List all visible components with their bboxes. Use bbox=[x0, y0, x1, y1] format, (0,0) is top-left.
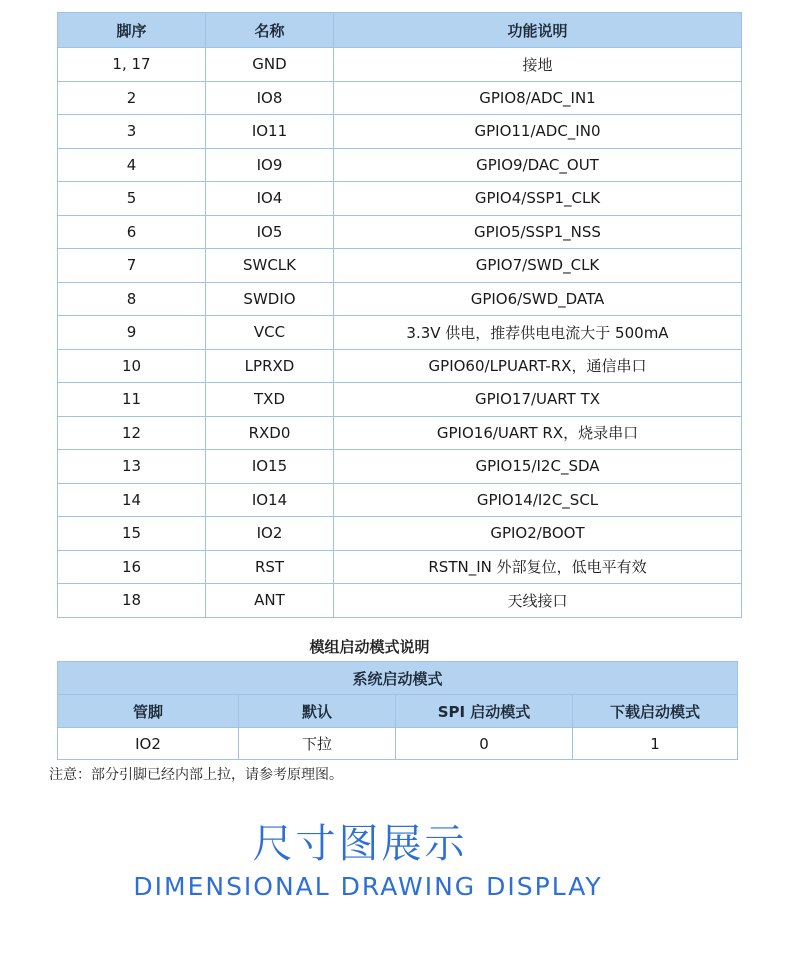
dimension-section-title: 尺寸图展示 bbox=[252, 821, 468, 867]
pin-function-cell: GPIO9/DAC_OUT bbox=[334, 148, 742, 182]
pin-name-cell: IO15 bbox=[206, 450, 334, 484]
pin-number-cell: 13 bbox=[58, 450, 206, 484]
pin-name-cell: RST bbox=[206, 550, 334, 584]
table-row bbox=[58, 728, 738, 760]
boot-pin-cell: IO2 bbox=[58, 728, 239, 760]
pin-function-cell: GPIO16/UART RX，烧录串口 bbox=[334, 416, 742, 450]
pin-definition-table bbox=[57, 12, 742, 618]
pin-number-cell: 2 bbox=[58, 81, 206, 115]
pin-name-cell: IO9 bbox=[206, 148, 334, 182]
pullup-note: 注意：部分引脚已经内部上拉，请参考原理图。 bbox=[49, 767, 343, 783]
table-row bbox=[58, 81, 742, 115]
pin-function-cell: RSTN_IN 外部复位，低电平有效 bbox=[334, 550, 742, 584]
boot-default-cell: 下拉 bbox=[239, 728, 396, 760]
pin-number-cell: 4 bbox=[58, 148, 206, 182]
pin-function-cell: 接地 bbox=[334, 48, 742, 82]
pin-number-cell: 6 bbox=[58, 215, 206, 249]
pin-number-cell: 11 bbox=[58, 383, 206, 417]
header-default: 默认 bbox=[239, 695, 396, 728]
table-row bbox=[58, 349, 742, 383]
pin-number-cell: 14 bbox=[58, 483, 206, 517]
pin-number-cell: 12 bbox=[58, 416, 206, 450]
pin-number-cell: 1, 17 bbox=[58, 48, 206, 82]
pin-function-cell: GPIO4/SSP1_CLK bbox=[334, 182, 742, 216]
pin-name-cell: IO8 bbox=[206, 81, 334, 115]
pin-function-cell: 天线接口 bbox=[334, 584, 742, 618]
pin-function-cell: GPIO17/UART TX bbox=[334, 383, 742, 417]
header-pin-name: 名称 bbox=[206, 13, 334, 48]
boot-download-cell: 1 bbox=[573, 728, 738, 760]
header-spi-boot: SPI 启动模式 bbox=[396, 695, 573, 728]
pin-number-cell: 18 bbox=[58, 584, 206, 618]
pin-name-cell: ANT bbox=[206, 584, 334, 618]
boot-mode-section-title: 模组启动模式说明 bbox=[309, 638, 430, 656]
pin-function-cell: GPIO8/ADC_IN1 bbox=[334, 81, 742, 115]
table-row bbox=[58, 383, 742, 417]
pin-name-cell: IO2 bbox=[206, 517, 334, 551]
table-row bbox=[58, 483, 742, 517]
boot-mode-header-row bbox=[58, 695, 738, 728]
pin-name-cell: IO5 bbox=[206, 215, 334, 249]
pin-number-cell: 5 bbox=[58, 182, 206, 216]
pin-function-cell: GPIO14/I2C_SCL bbox=[334, 483, 742, 517]
table-row bbox=[58, 282, 742, 316]
pin-function-cell: GPIO2/BOOT bbox=[334, 517, 742, 551]
dimension-section-subtitle: DIMENSIONAL DRAWING DISPLAY bbox=[133, 872, 603, 901]
table-row bbox=[58, 316, 742, 350]
pin-name-cell: SWDIO bbox=[206, 282, 334, 316]
table-row bbox=[58, 450, 742, 484]
header-pin-function: 功能说明 bbox=[334, 13, 742, 48]
pin-number-cell: 15 bbox=[58, 517, 206, 551]
pin-table-header-row bbox=[58, 13, 742, 48]
pin-name-cell: RXD0 bbox=[206, 416, 334, 450]
pin-number-cell: 7 bbox=[58, 249, 206, 283]
pin-function-cell: GPIO11/ADC_IN0 bbox=[334, 115, 742, 149]
header-download-boot: 下载启动模式 bbox=[573, 695, 738, 728]
pin-name-cell: VCC bbox=[206, 316, 334, 350]
header-pin: 管脚 bbox=[58, 695, 239, 728]
pin-number-cell: 9 bbox=[58, 316, 206, 350]
pin-name-cell: IO11 bbox=[206, 115, 334, 149]
pin-function-cell: GPIO5/SSP1_NSS bbox=[334, 215, 742, 249]
table-row bbox=[58, 517, 742, 551]
boot-mode-table bbox=[57, 661, 738, 760]
header-pin-number: 脚序 bbox=[58, 13, 206, 48]
boot-mode-title-row bbox=[58, 662, 738, 695]
pin-name-cell: GND bbox=[206, 48, 334, 82]
pin-name-cell: SWCLK bbox=[206, 249, 334, 283]
table-row bbox=[58, 215, 742, 249]
boot-spi-cell: 0 bbox=[396, 728, 573, 760]
pin-function-cell: GPIO6/SWD_DATA bbox=[334, 282, 742, 316]
pin-number-cell: 16 bbox=[58, 550, 206, 584]
table-row bbox=[58, 249, 742, 283]
pin-function-cell: GPIO15/I2C_SDA bbox=[334, 450, 742, 484]
pin-function-cell: 3.3V 供电，推荐供电电流大于 500mA bbox=[334, 316, 742, 350]
table-row bbox=[58, 115, 742, 149]
pin-name-cell: LPRXD bbox=[206, 349, 334, 383]
table-row bbox=[58, 182, 742, 216]
pin-number-cell: 8 bbox=[58, 282, 206, 316]
table-row bbox=[58, 48, 742, 82]
table-row bbox=[58, 148, 742, 182]
pin-number-cell: 10 bbox=[58, 349, 206, 383]
boot-mode-table-title: 系统启动模式 bbox=[58, 662, 738, 695]
pin-name-cell: IO4 bbox=[206, 182, 334, 216]
table-row bbox=[58, 584, 742, 618]
table-row bbox=[58, 550, 742, 584]
table-row bbox=[58, 416, 742, 450]
pin-name-cell: TXD bbox=[206, 383, 334, 417]
pin-name-cell: IO14 bbox=[206, 483, 334, 517]
pin-number-cell: 3 bbox=[58, 115, 206, 149]
pin-function-cell: GPIO7/SWD_CLK bbox=[334, 249, 742, 283]
pin-function-cell: GPIO60/LPUART-RX，通信串口 bbox=[334, 349, 742, 383]
